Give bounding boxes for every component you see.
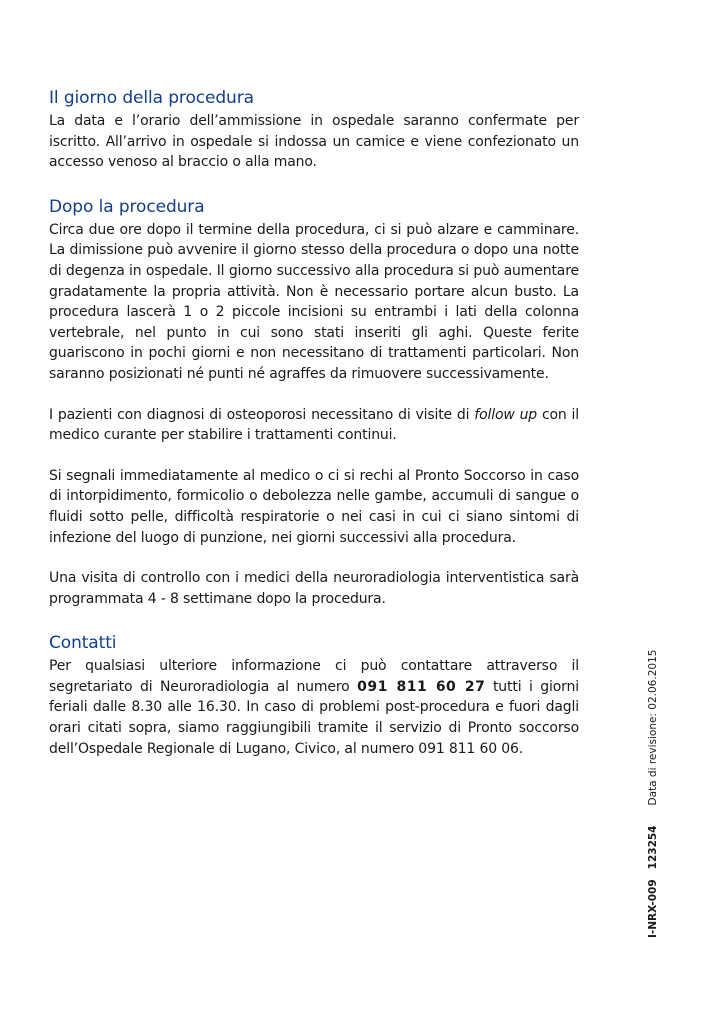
section-title-contacts: Contatti: [49, 633, 117, 654]
section-title-after-procedure: Dopo la procedura: [49, 196, 205, 217]
paragraph-text: I pazienti con diagnosi di osteoporosi necessitano di visite di: [49, 406, 475, 423]
after-procedure-paragraph-4: Una visita di controllo con i medici della neuroradiologia interventistica sarà programmata 4 - 8 settimane dopo la procedura.: [49, 570, 579, 607]
contacts-paragraph: [49, 656, 579, 759]
after-procedure-paragraph-3: Si segnali immediatamente al medico o ci si rechi al Pronto Soccorso in caso di intorpidimento, formicolio o debolezza nelle gambe, accumuli di sangue o fluidi sotto pelle, difficoltà respiratorie o nei casi in cui ci siano sintomi di infezione del luogo di punzione, nei giorni successivi alla procedura.: [49, 467, 579, 546]
revision-sidebar: [645, 638, 661, 938]
after-procedure-paragraph-2: [49, 405, 579, 446]
after-procedure-paragraph-1: Circa due ore dopo il termine della procedura, ci si può alzare e camminare. La dimissione può avvenire il giorno stesso della procedura o dopo una notte di degenza in ospedale. Il giorno successivo alla procedura si può aumentare gradatamente la propria attività. Non è necessario portare alcun busto. La procedura lascerà 1 o 2 piccole incisioni su entrambi i lati della colonna vertebrale, nel punto in cui sono stati inseriti gli aghi. Queste ferite guariscono in pochi giorni e non necessitano di trattamenti particolari. Non saranno posizionati né punti né agraffes da rimuovere successivamente.: [49, 221, 579, 382]
document-page: [49, 86, 579, 759]
paragraph-text: tutti i giorni feriali dalle 8.30 alle 16.30. In caso di problemi post-procedura e fuori dagli orari citati sopra, siamo raggiungibili tramite il servizio di Pronto soccorso dell’Ospedale Regionale di Lugano, Civico, al numero 091 811 60 06.: [49, 678, 579, 757]
document-number: 123254: [647, 825, 659, 870]
procedure-day-paragraph: La data e l’orario dell’ammissione in ospedale saranno confermate per iscritto. All’arrivo in ospedale si indossa un camice e viene confezionato un accesso venoso al braccio o alla mano.: [49, 113, 579, 171]
emphasis-follow-up: follow up: [474, 406, 538, 423]
paragraph-text: Per qualsiasi ulteriore informazione ci può contattare attraverso il segretariato di Neuroradiologia al numero: [49, 658, 579, 695]
revision-date: Data di revisione: 02.06.2015: [647, 649, 659, 806]
paragraph-text: con il medico curante per stabilire i trattamenti continui.: [49, 406, 579, 444]
document-code: I-NRX-009: [647, 879, 659, 938]
phone-number: 091 811 60 27: [357, 678, 486, 695]
section-title-procedure-day: Il giorno della procedura: [49, 88, 254, 108]
